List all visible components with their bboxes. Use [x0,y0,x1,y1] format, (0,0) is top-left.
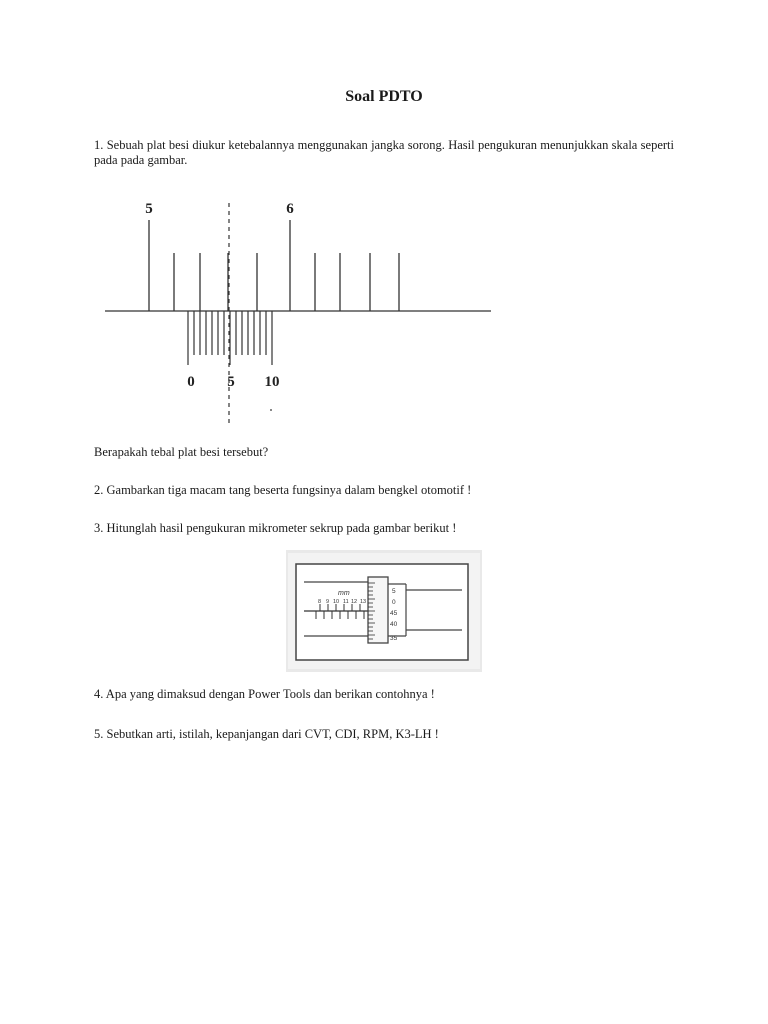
question-1-followup: Berapakah tebal plat besi tersebut? [94,445,269,459]
question-1-text: 1. Sebuah plat besi diukur ketebalannya menggunakan jangka sorong. Hasil pengukuran menunjukkan skala seperti pada pada gambar. [94,138,674,167]
vernier-scale-ticks [188,311,272,365]
micrometer-unit-label: mm [338,590,350,597]
thimble-label-0: 0 [392,599,396,606]
sleeve-label-11: 11 [343,599,349,605]
question-3-text: 3. Hitunglah hasil pengukuran mikrometer sekrup pada gambar berikut ! [94,521,457,535]
question-4-text: 4. Apa yang dimaksud dengan Power Tools dan berikan contohnya ! [94,687,435,701]
vernier-label-5: 5 [227,374,235,390]
main-scale-ticks [149,220,399,311]
vernier-label-0: 0 [187,374,195,390]
thimble-label-5: 5 [392,588,396,595]
sleeve-label-10: 10 [333,599,340,605]
sleeve-label-9: 9 [326,599,330,605]
thimble-label-45: 45 [390,610,398,617]
vernier-caliper-figure [100,195,500,430]
thimble-label-35: 35 [390,635,398,642]
micrometer-figure [286,550,482,672]
thimble-label-40: 40 [390,621,398,628]
sleeve-label-12: 12 [351,599,358,605]
vernier-label-10: 10 [264,374,280,390]
sleeve-label-8: 8 [318,599,322,605]
document-title: Soal PDTO [345,88,423,105]
stray-dot [270,409,272,411]
question-2-text: 2. Gambarkan tiga macam tang beserta fungsinya dalam bengkel otomotif ! [94,483,472,497]
question-5-text: 5. Sebutkan arti, istilah, kepanjangan dari CVT, CDI, RPM, K3-LH ! [94,727,439,741]
main-scale-label-5: 5 [145,201,153,217]
sleeve-label-13: 13 [360,599,367,605]
main-scale-label-6: 6 [286,201,294,217]
